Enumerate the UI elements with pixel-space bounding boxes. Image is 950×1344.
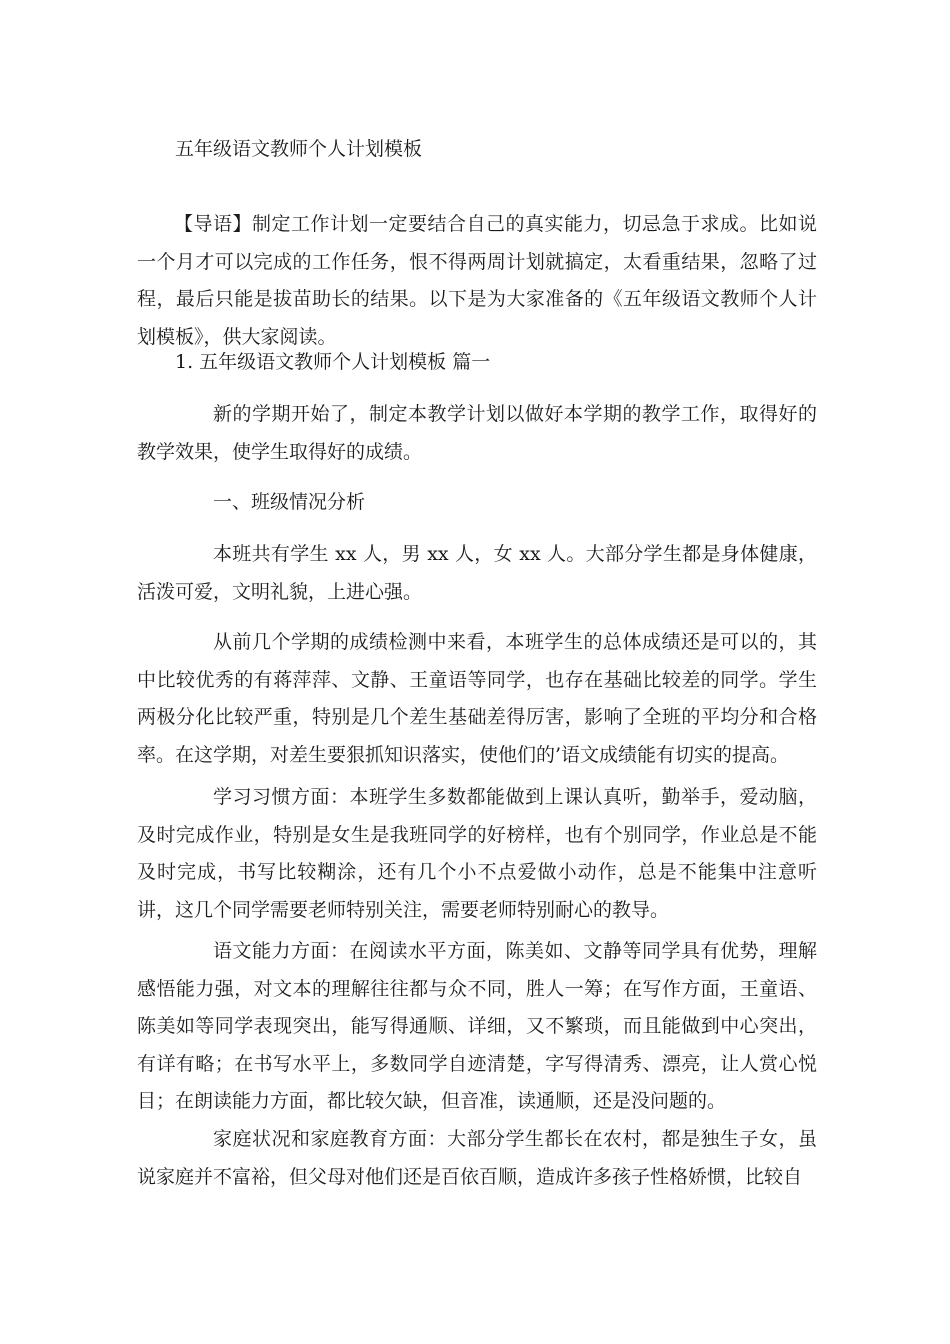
body-paragraph: 家庭状况和家庭教育方面：大部分学生都长在农村，都是独生子女，虽说家庭并不富裕，但父母对他们还是百依百顺，造成许多孩子性格娇惯，比较自 <box>137 1128 817 1188</box>
body-paragraph: 本班共有学生 xx 人，男 xx 人，女 xx 人。大部分学生都是身体健康，活泼可爱，文明礼貌，上进心强。 <box>137 543 817 603</box>
body-paragraph: 语文能力方面：在阅读水平方面，陈美如、文静等同学具有优势，理解感悟能力强，对文本的理解往往都与众不同，胜人一筹；在写作方面，王童语、陈美如等同学表现突出，能写得通顺、详细，又不繁琐，而且能做到中心突出，有详有略；在书写水平上，多数同学自迹清楚，字写得清秀、漂亮，让人赏心悦目；在朗读能力方面，都比较欠缺，但音准，读通顺，还是没问题的。 <box>137 940 817 1112</box>
intro-paragraph: 【导语】制定工作计划一定要结合自己的真实能力，切忌急于求成。比如说一个月才可以完成的工作任务，恨不得两周计划就搞定，太看重结果，忽略了过程，最后只能是拔苗助长的结果。以下是为大家准备的《五年级语文教师个人计划模板》，供大家阅读。 <box>137 213 817 348</box>
body-paragraph: 新的学期开始了，制定本教学计划以做好本学期的教学工作，取得好的教学效果，使学生取得好的成绩。 <box>137 403 817 463</box>
subsection-heading: 一、班级情况分析 <box>213 491 366 513</box>
section-title: 1. 五年级语文教师个人计划模板 篇一 <box>175 351 491 373</box>
body-paragraph: 学习习惯方面：本班学生多数都能做到上课认真听，勤举手，爱动脑，及时完成作业，特别是女生是我班同学的好榜样，也有个别同学，作业总是不能及时完成，书写比较糊涂，还有几个小不点爱做小动作，总是不能集中注意听讲，这几个同学需要老师特别关注，需要老师特别耐心的教导。 <box>137 786 817 921</box>
document-title: 五年级语文教师个人计划模板 <box>175 138 423 160</box>
body-paragraph: 从前几个学期的成绩检测中来看，本班学生的总体成绩还是可以的，其中比较优秀的有蒋萍萍、文静、王童语等同学，也存在基础比较差的同学。学生两极分化比较严重，特别是几个差生基础差得厉害，影响了全班的平均分和合格率。在这学期，对差生要狠抓知识落实，使他们的’语文成绩能有切实的提高。 <box>137 631 817 766</box>
